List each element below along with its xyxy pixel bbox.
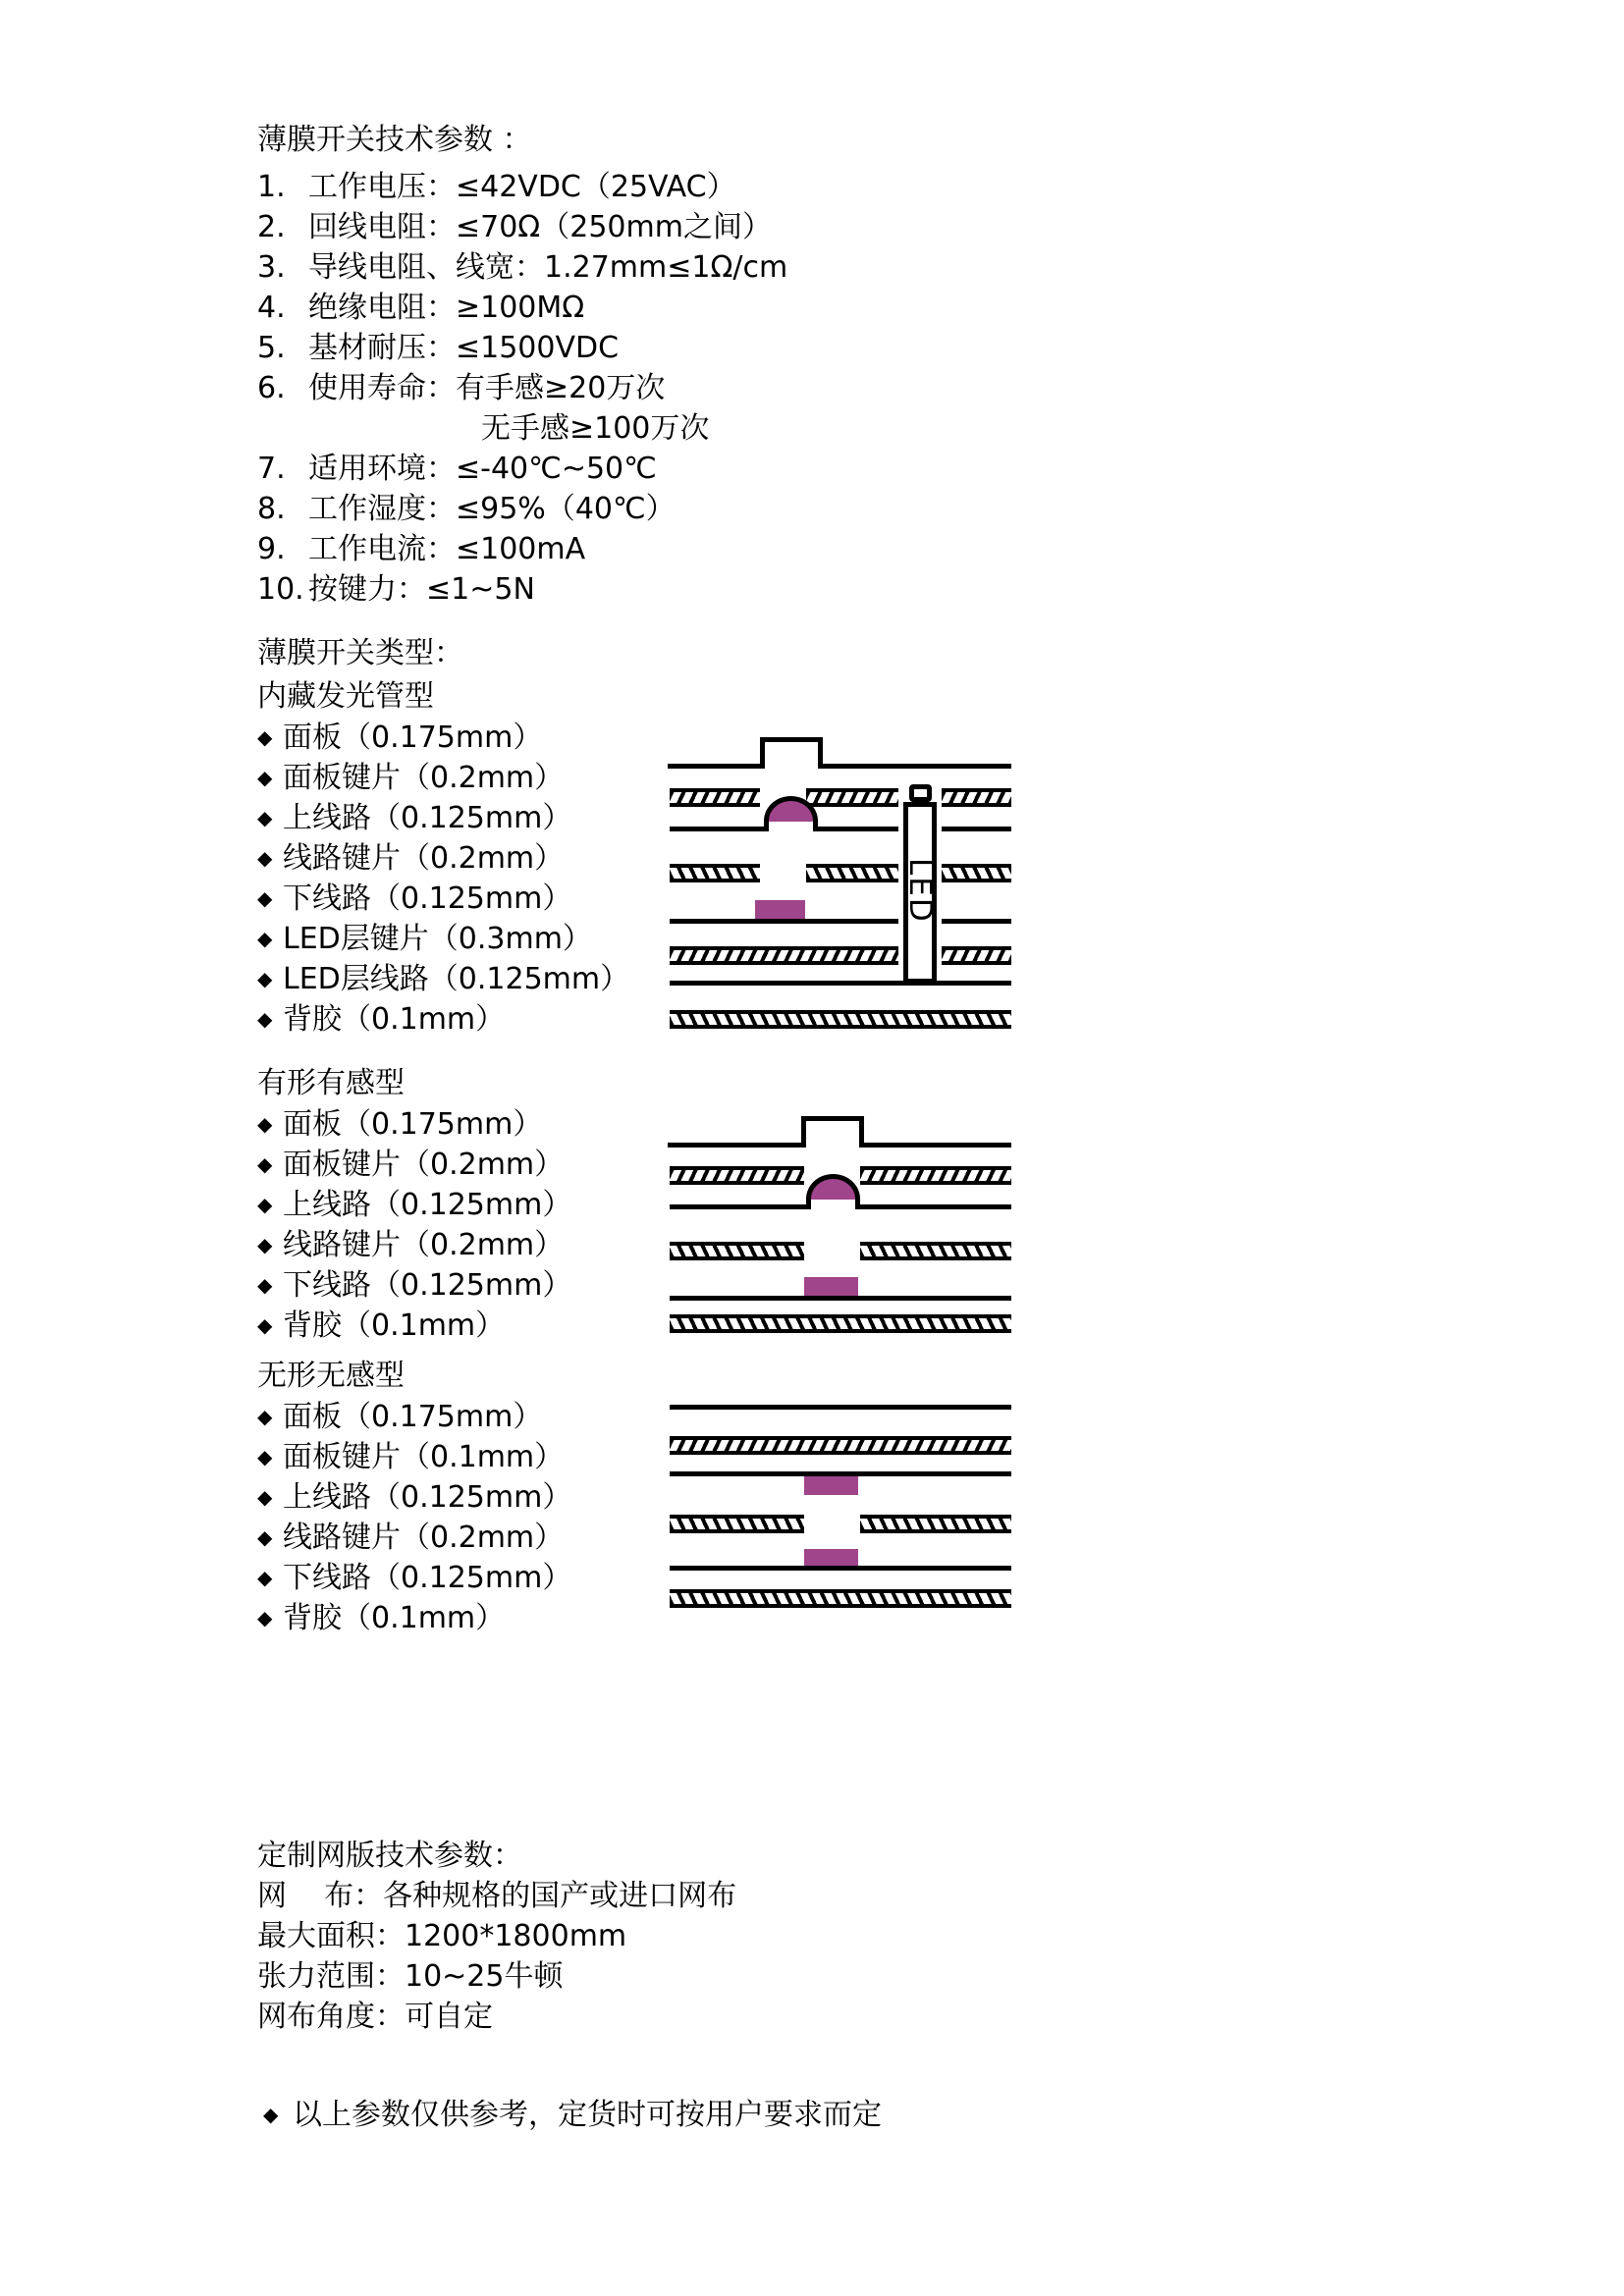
cross-section-diagram-nontactile	[668, 1397, 1011, 1583]
led-package-body	[903, 802, 937, 984]
diamond-bullet-icon: ◆	[257, 1152, 273, 1176]
diamond-bullet-icon: ◆	[257, 1405, 273, 1428]
panel-keysheet-hatch-right-led	[942, 788, 1011, 807]
circuit-keysheet-hatch-right-tactile	[860, 1242, 1011, 1260]
layer-label: 下线路（0.125mm）	[283, 1268, 572, 1303]
layer-item	[257, 959, 679, 999]
diamond-bullet-icon: ◆	[257, 1007, 273, 1031]
layer-label: 线路键片（0.2mm）	[283, 841, 565, 876]
spec-number: 8.	[257, 492, 286, 526]
dome-upper-circuit-tactile	[806, 1174, 860, 1209]
layer-label: 面板键片（0.2mm）	[283, 1148, 565, 1182]
layer-item	[257, 879, 679, 919]
diamond-bullet-icon: ◆	[257, 1606, 273, 1629]
upper-circuit-line-right-tactile	[859, 1204, 1011, 1209]
screen-specs-section	[257, 1836, 736, 2037]
layer-label: 线路键片（0.2mm）	[283, 1521, 565, 1555]
screen-heading: 定制网版技术参数：	[257, 1839, 522, 1873]
panel-keysheet-hatch-right-tactile	[860, 1166, 1011, 1185]
spec-text: 工作湿度：≤95%（40℃）	[308, 492, 676, 526]
specs-heading: 薄膜开关技术参数 ：	[257, 123, 532, 157]
upper-circuit-line-mid-led	[817, 827, 898, 831]
spec-text: 绝缘电阻：≥100MΩ	[308, 291, 585, 325]
spec-row	[257, 167, 787, 207]
layer-label: 背胶（0.1mm）	[283, 1601, 506, 1635]
panel-line-nontactile	[670, 1405, 1011, 1410]
layer-label: 上线路（0.125mm）	[283, 1480, 572, 1515]
diamond-bullet-icon: ◆	[257, 1273, 273, 1297]
layer-item	[257, 758, 679, 798]
screen-spec-row: 最大面积：1200*1800mm	[257, 1919, 627, 1953]
layer-label: 背胶（0.1mm）	[283, 1308, 506, 1343]
spec-row	[257, 489, 787, 529]
type-block-led	[257, 676, 1367, 1037]
layer-item	[257, 1477, 679, 1518]
screen-spec-row: 网 布：各种规格的国产或进口网布	[257, 1879, 737, 1913]
diamond-bullet-icon: ◆	[257, 846, 273, 870]
spec-row	[257, 207, 787, 247]
layer-item	[257, 919, 679, 959]
diamond-bullet-icon: ◆	[257, 927, 273, 950]
layer-label: 面板（0.175mm）	[283, 721, 543, 755]
spec-text: 导线电阻、线宽：1.27mm≤1Ω/cm	[308, 250, 788, 285]
footnote	[263, 2095, 882, 2135]
upper-circuit-line-left-led	[670, 827, 765, 831]
lower-circuit-line-right-led	[942, 919, 1011, 924]
layer-list-tactile	[257, 1104, 679, 1346]
cross-section-diagram-led	[668, 718, 1011, 983]
switch-types-section	[257, 633, 1367, 1635]
layer-label: 面板（0.175mm）	[283, 1400, 543, 1434]
diamond-bullet-icon: ◆	[257, 1313, 273, 1337]
layer-label: 面板（0.175mm）	[283, 1107, 543, 1142]
spec-text: 使用寿命：有手感≥20万次	[308, 371, 666, 405]
led-layer-circuit-line	[670, 981, 1011, 986]
diamond-bullet-icon: ◆	[257, 725, 273, 749]
diamond-bullet-icon: ◆	[257, 1485, 273, 1509]
lower-circuit-line-led	[670, 919, 898, 924]
layer-label: 面板键片（0.2mm）	[283, 761, 565, 795]
layer-item	[257, 1185, 679, 1225]
layer-list-led	[257, 718, 679, 1040]
technical-specs-section	[257, 120, 787, 610]
spec-number: 4.	[257, 291, 286, 325]
diamond-bullet-icon: ◆	[257, 1193, 273, 1216]
panel-keysheet-hatch-mid-led	[806, 788, 898, 807]
layer-item	[257, 1104, 679, 1145]
circuit-keysheet-hatch-left-nontactile	[670, 1515, 804, 1533]
layer-item	[257, 1558, 679, 1598]
adhesive-backing-hatch-led	[670, 1010, 1011, 1029]
circuit-keysheet-hatch-left-led	[670, 864, 760, 882]
layer-label: 面板键片（0.1mm）	[283, 1440, 565, 1474]
types-heading: 薄膜开关类型：	[257, 636, 463, 670]
spec-number: 9.	[257, 532, 286, 566]
spec-row	[257, 368, 787, 408]
panel-keysheet-hatch-nontactile	[670, 1436, 1011, 1455]
adhesive-backing-led	[668, 1010, 1011, 1038]
diamond-bullet-icon: ◆	[257, 967, 273, 990]
spec-text: 工作电流：≤100mA	[308, 532, 586, 566]
spec-row	[257, 529, 787, 569]
diamond-bullet-icon: ◆	[257, 1445, 273, 1468]
layer-list-nontactile	[257, 1397, 679, 1638]
upper-contact-pad-nontactile	[804, 1474, 858, 1495]
spec-row	[257, 449, 787, 489]
panel-keysheet-hatch-left-tactile	[670, 1166, 804, 1185]
spec-number: 7.	[257, 452, 286, 486]
layer-item	[257, 999, 679, 1040]
layer-item	[257, 798, 679, 838]
layer-label: LED层线路（0.125mm）	[283, 962, 630, 996]
footnote-text: 以上参数仅供参考，定货时可按用户要求而定	[293, 2098, 882, 2132]
lower-contact-pad-led	[755, 900, 805, 920]
screen-rows	[257, 1876, 736, 2037]
adhesive-backing-nontactile	[668, 1589, 1011, 1617]
layer-item	[257, 1397, 679, 1437]
specs-list	[257, 167, 787, 610]
spec-number: 3.	[257, 250, 286, 285]
spec-number: 10.	[257, 572, 304, 607]
spec-row	[257, 328, 787, 368]
diamond-bullet-icon: ◆	[257, 766, 273, 789]
adhesive-backing-hatch-nontactile	[670, 1589, 1011, 1608]
spec-row	[257, 569, 787, 610]
lower-contact-pad-tactile	[804, 1277, 858, 1297]
led-package-label: LED	[902, 858, 938, 924]
led-cap-icon	[909, 784, 932, 802]
lower-circuit-line-tactile	[670, 1296, 1011, 1301]
type-name-tactile: 有形有感型	[257, 1066, 405, 1100]
diamond-bullet-icon: ◆	[257, 1566, 273, 1589]
layer-label: LED层键片（0.3mm）	[283, 922, 592, 956]
screen-spec-row: 张力范围：10~25牛顿	[257, 1959, 564, 1994]
circuit-keysheet-hatch-mid-led	[806, 864, 898, 882]
panel-emboss-tactile	[668, 1116, 1011, 1148]
layer-item	[257, 1225, 679, 1265]
type-name-led: 内藏发光管型	[257, 679, 434, 714]
upper-circuit-line-left-tactile	[670, 1204, 807, 1209]
layer-item	[257, 1306, 679, 1346]
diamond-bullet-icon: ◆	[257, 806, 273, 829]
spec-subtext: 无手感≥100万次	[481, 411, 710, 446]
layer-label: 上线路（0.125mm）	[283, 801, 572, 835]
layer-item	[257, 1598, 679, 1638]
spec-row	[257, 247, 787, 288]
upper-circuit-line-right-led	[942, 827, 1011, 831]
spec-number: 2.	[257, 210, 286, 244]
cross-section-diagram-tactile	[668, 1104, 1011, 1301]
diamond-bullet-icon: ◆	[263, 2103, 279, 2126]
diamond-bullet-icon: ◆	[257, 1525, 273, 1549]
diamond-bullet-icon: ◆	[257, 1112, 273, 1136]
screen-spec-row: 网布角度：可自定	[257, 2000, 493, 2034]
layer-item	[257, 1145, 679, 1185]
layer-item	[257, 838, 679, 879]
panel-emboss-led	[668, 737, 1011, 769]
spec-text: 适用环境：≤-40℃~50℃	[308, 452, 657, 486]
adhesive-backing-hatch-tactile	[670, 1314, 1011, 1333]
spec-text: 按键力：≤1~5N	[308, 572, 535, 607]
circuit-keysheet-hatch-left-tactile	[670, 1242, 804, 1260]
spec-text: 基材耐压：≤1500VDC	[308, 331, 620, 365]
layer-item	[257, 718, 679, 758]
type-block-nontactile	[257, 1356, 1367, 1635]
layer-label: 下线路（0.125mm）	[283, 881, 572, 916]
layer-label: 背胶（0.1mm）	[283, 1002, 506, 1037]
layer-label: 下线路（0.125mm）	[283, 1561, 572, 1595]
circuit-keysheet-hatch-right-led	[942, 864, 1011, 882]
diamond-bullet-icon: ◆	[257, 886, 273, 910]
spec-number: 5.	[257, 331, 286, 365]
layer-label: 线路键片（0.2mm）	[283, 1228, 565, 1262]
spec-text: 回线电阻：≤70Ω（250mm之间）	[308, 210, 772, 244]
layer-label: 上线路（0.125mm）	[283, 1188, 572, 1222]
spec-row	[257, 288, 787, 328]
layer-item	[257, 1518, 679, 1558]
diamond-bullet-icon: ◆	[257, 1233, 273, 1256]
type-name-nontactile: 无形无感型	[257, 1359, 405, 1393]
panel-keysheet-hatch-left-led	[670, 788, 760, 807]
upper-circuit-line-nontactile	[670, 1471, 1011, 1476]
spec-number: 1.	[257, 170, 286, 204]
spec-text: 工作电压：≤42VDC（25VAC）	[308, 170, 736, 204]
adhesive-backing-tactile	[668, 1314, 1011, 1342]
layer-item	[257, 1265, 679, 1306]
layer-item	[257, 1437, 679, 1477]
circuit-keysheet-hatch-right-nontactile	[860, 1515, 1011, 1533]
led-layer-keysheet-hatch-left	[670, 946, 898, 965]
type-block-tactile	[257, 1063, 1367, 1343]
spec-number: 6.	[257, 371, 286, 405]
lower-circuit-line-nontactile	[670, 1566, 1011, 1571]
led-layer-keysheet-hatch-right	[942, 946, 1011, 965]
